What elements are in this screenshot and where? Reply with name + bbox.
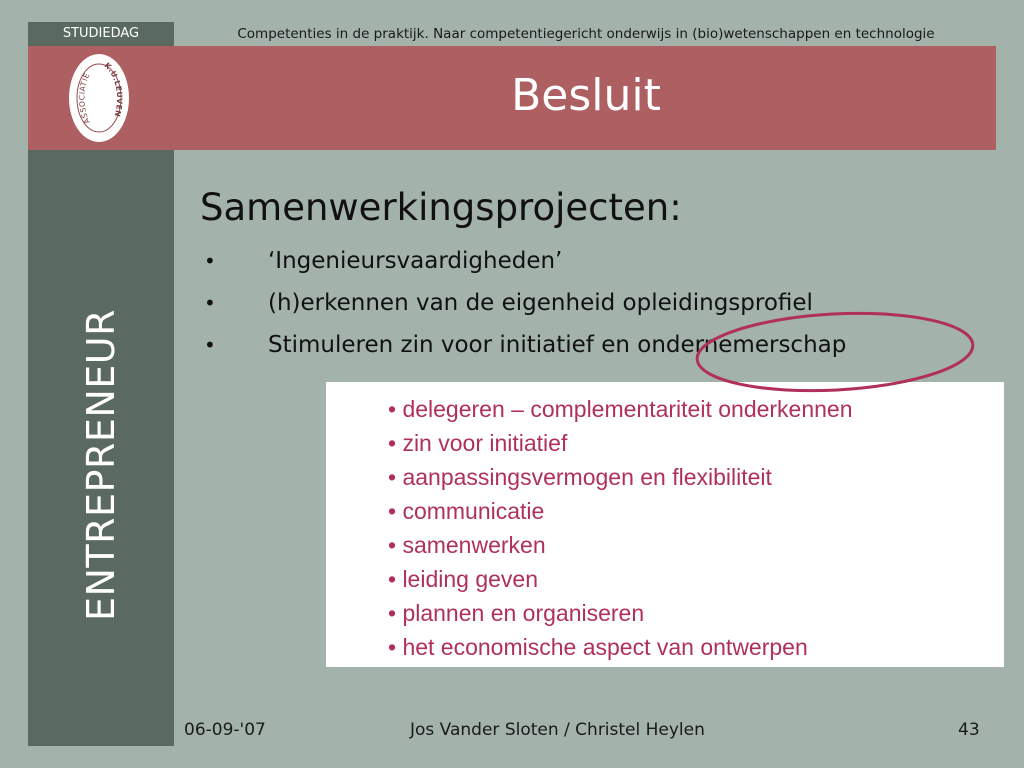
- skill-item: • het economische aspect van ontwerpen: [388, 634, 808, 660]
- svg-text:ASSOCIATIE: ASSOCIATIE: [77, 71, 92, 126]
- studiedag-badge: STUDIEDAG: [62, 26, 140, 41]
- skill-item: • zin voor initiatief: [388, 430, 568, 456]
- kuleuven-association-seal-icon: [68, 52, 130, 144]
- bullet-item: [200, 240, 846, 282]
- slide-number: 43: [958, 720, 980, 740]
- skill-item: • leiding geven: [388, 566, 538, 592]
- section-subtitle: Samenwerkingsprojecten:: [200, 186, 682, 229]
- bullet-text: (h)erkennen van de eigenheid opleidingsprofiel: [268, 290, 813, 316]
- skill-item: • aanpassingsvermogen en flexibiliteit: [388, 464, 772, 490]
- skill-item: • plannen en organiseren: [388, 600, 645, 626]
- skill-item: • communicatie: [388, 498, 545, 524]
- bullet-text: ‘Ingenieursvaardigheden’: [268, 248, 563, 274]
- side-label-area: [28, 150, 174, 746]
- bullet-dot: •: [204, 333, 216, 357]
- skill-item: • samenwerken: [388, 532, 546, 558]
- svg-text:K.U.LEUVEN: K.U.LEUVEN: [102, 60, 125, 118]
- skill-item: • delegeren – complementariteit onderkennen: [388, 396, 853, 422]
- footer-authors: Jos Vander Sloten / Christel Heylen: [410, 720, 705, 740]
- footer-date: 06-09-'07: [184, 720, 266, 740]
- skills-list: [388, 392, 853, 664]
- bullet-dot: •: [204, 291, 216, 315]
- slide-title: Besluit: [511, 70, 661, 121]
- ellipse-highlight-icon: [690, 310, 990, 396]
- bullet-text: Stimuleren zin voor initiatief en ondernemerschap: [268, 332, 847, 358]
- side-label: ENTREPRENEUR: [79, 308, 123, 622]
- bullet-dot: •: [204, 249, 216, 273]
- conference-title: Competenties in de praktijk. Naar competentiegericht onderwijs in (bio)wetenschappen en technologie: [237, 26, 935, 42]
